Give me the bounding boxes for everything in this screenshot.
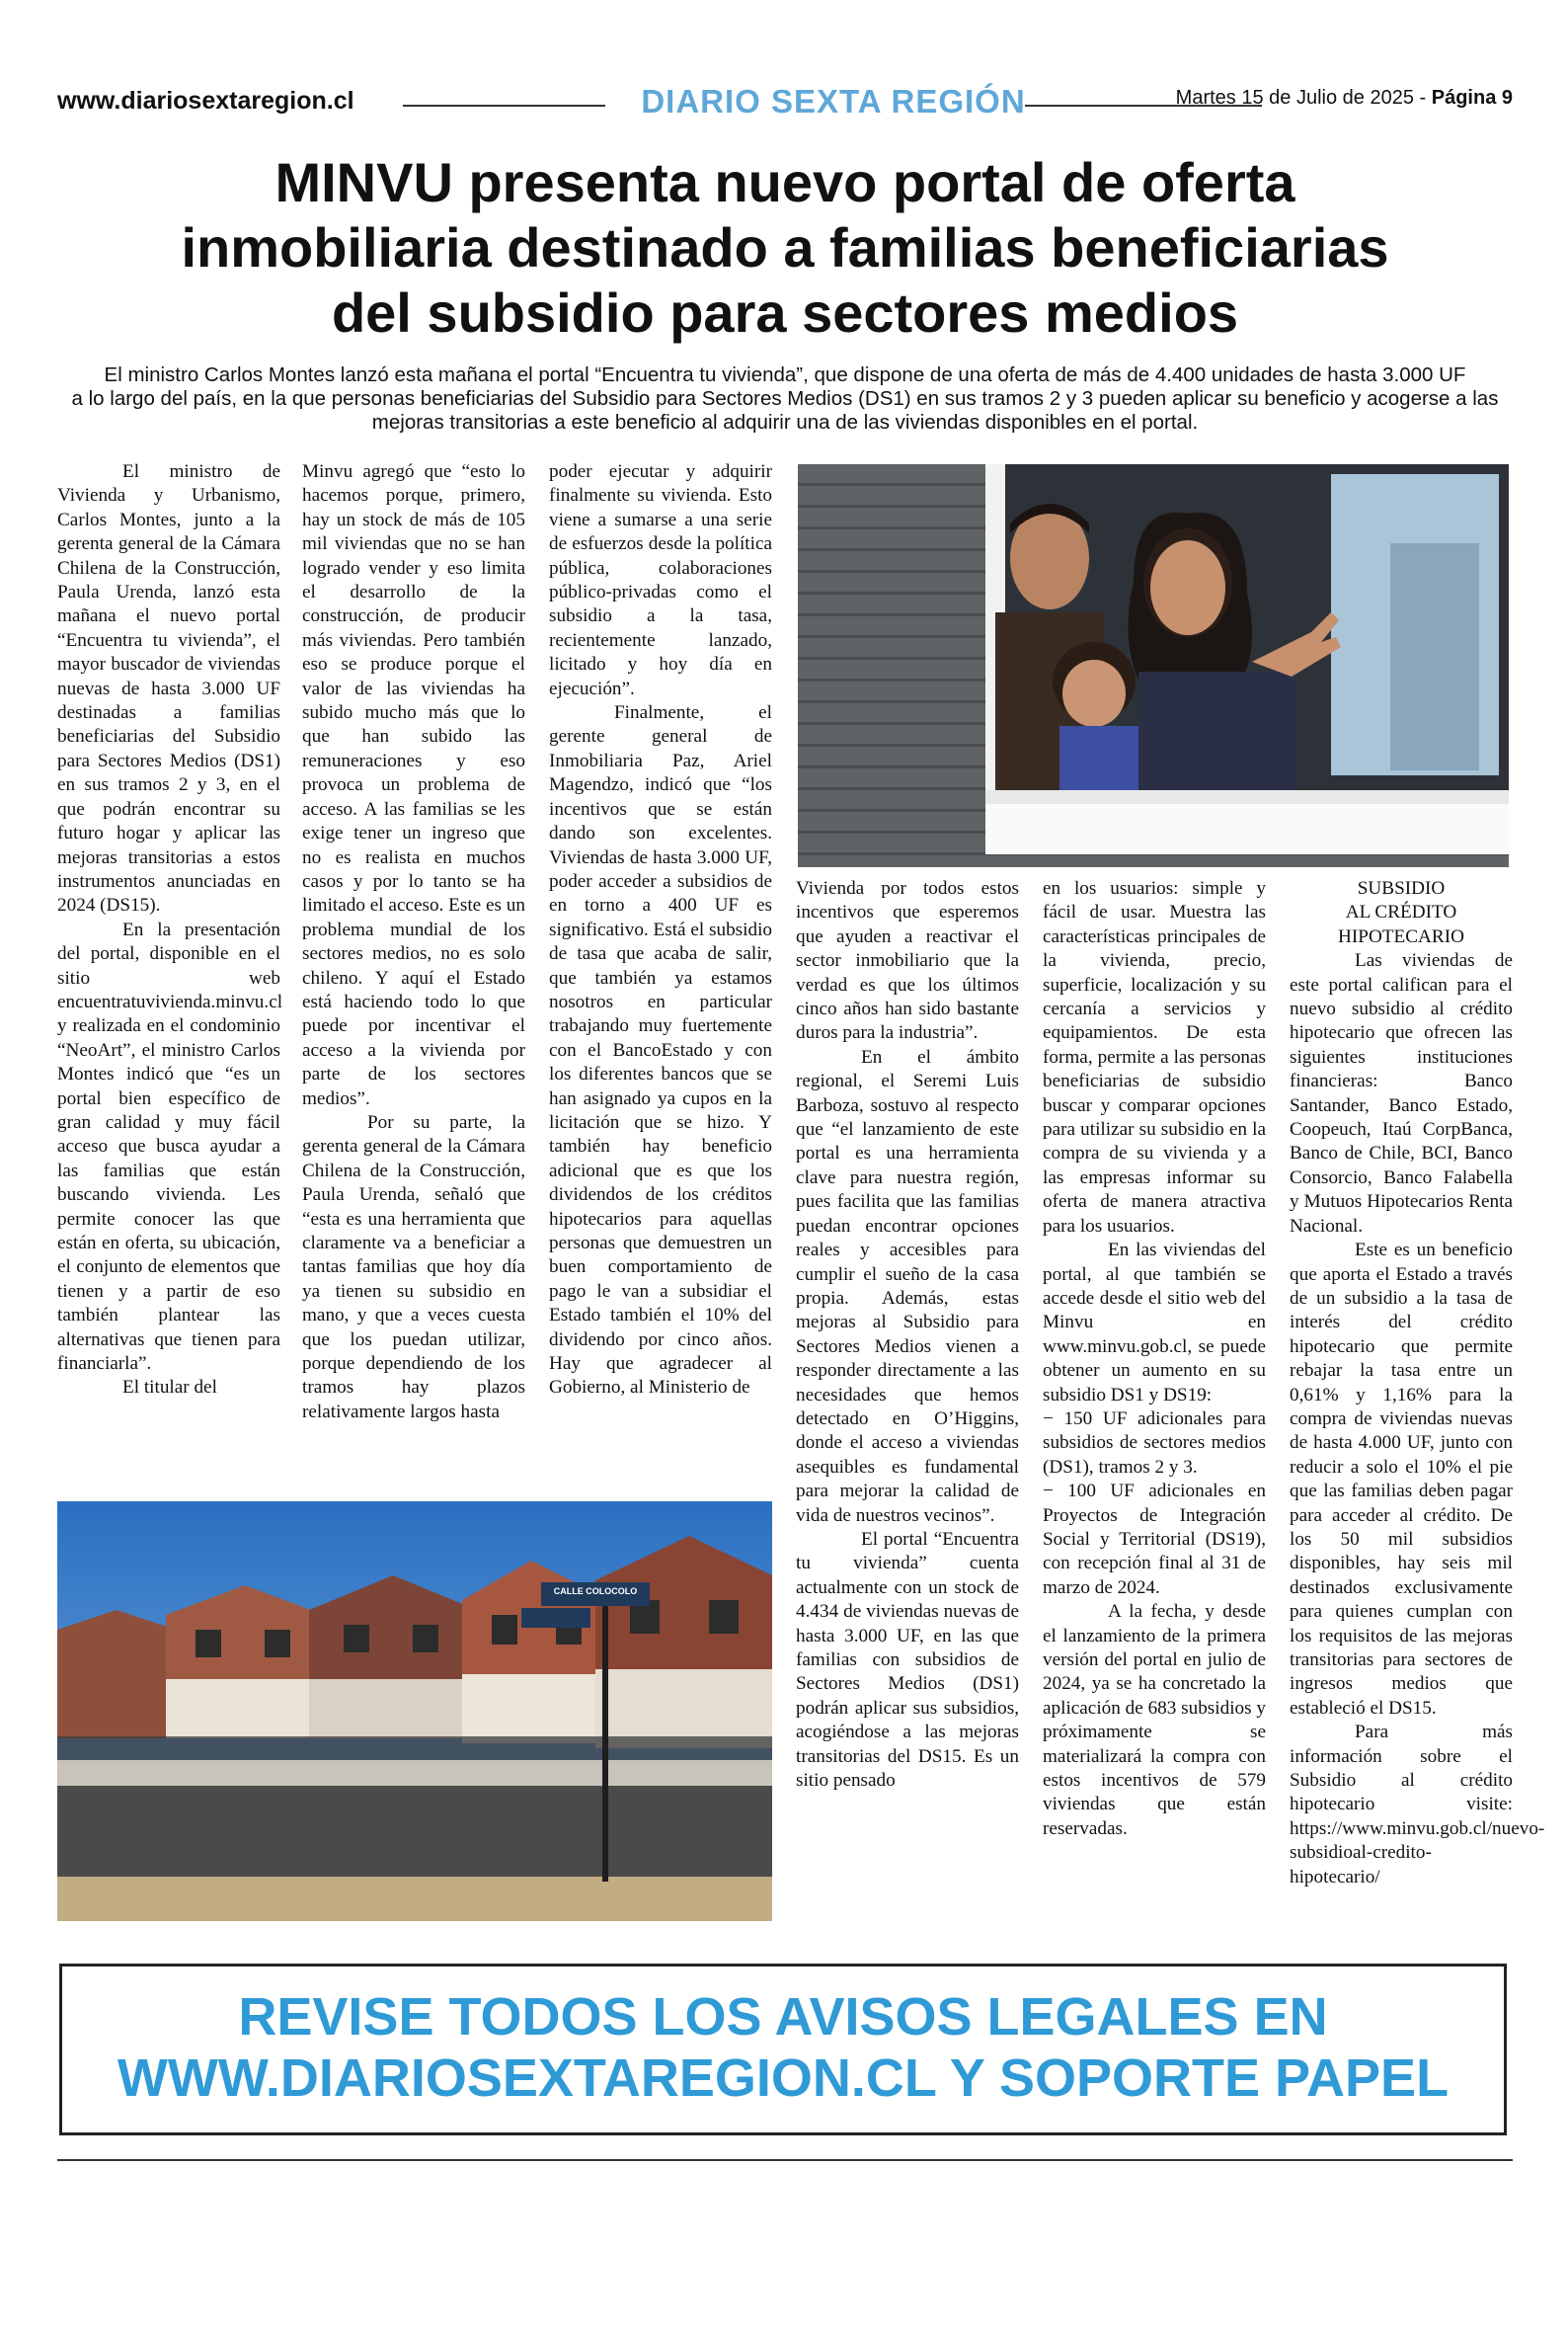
paragraph: En la presentación del portal, disponible en el sitio web encuentratuvivienda.minvu.cl y realizada en el condominio “NeoArt”, el ministro Carlos Montes indicó que “es un portal bien específico de gran calidad y muy fácil acceso que busca ayudar a las familias que están buscando vivienda. Les permite conocer las que están en oferta, su ubicación, el conjunto de elementos que tienen y a partir de eso también plantear las alternativas que tienen para financiarla”. [57,919,283,1375]
article-column-4 [796,877,1019,1793]
paragraph: El ministro de Vivienda y Urbanismo, Carlos Montes, junto a la gerenta general de la Cámara Chilena de la Construcción, Paula Urenda, lanzó esta mañana el nuevo portal “Encuentra tu vivienda”, el mayor buscador de viviendas nuevas de hasta 3.000 UF destinadas a familias beneficiarias del Subsidio para Sectores Medios (DS1) en sus tramos 2 y 3, en el que podrán encontrar su futuro hogar y aplicar las mejoras transitorias a estos instrumentos anunciadas en 2024 (DS15). [57,461,280,917]
paragraph: El portal “Encuentra tu vivienda” cuenta actualmente con un stock de 4.434 de viviendas nuevas de hasta 3.000 UF, en las que familias con subsidios de Sectores Medios (DS1) podrán aplicar sus subsidios, acogiéndose a las mejoras transitorias del DS15. Es un sitio pensado [796,1528,1019,1792]
headline-line-2: inmobiliaria destinado a familias beneficiarias [181,216,1389,279]
banner-line-2[interactable]: WWW.DIARIOSEXTAREGION.CL Y SOPORTE PAPEL [117,2048,1450,2108]
paragraph: El titular del [122,1377,217,1399]
section-subtitle-line: AL CRÉDITO [1345,902,1457,924]
paper-name: DIARIO SEXTA REGIÓN [641,83,1026,120]
date-text: Martes 15 de Julio de 2025 - [1175,87,1427,109]
article-column-1 [57,460,283,1401]
legal-notice-banner [59,1964,1507,2135]
paragraph: Las viviendas de este portal califican para el nuevo subsidio al crédito hipotecario que ofrecen las siguientes instituciones financieras: Banco Santander, Banco Estado, Coopeuch, Itaú CorpBanca, Banco de Chile, BCI, Banco Consorcio, Banco Falabella y Mutuos Hipotecarios Renta Nacional. [1290,950,1513,1237]
subhead-line-1: El ministro Carlos Montes lanzó esta mañana el portal “Encuentra tu vivienda”, que dispone de una oferta de más de 4.400 unidades de hasta 3.000 UF [104,363,1466,386]
paragraph: Este es un beneficio que aporta el Estado a través de un subsidio a la tasa de interés del crédito hipotecario que permite rebajar la tasa entre un 0,61% y 1,16% para la compra de viviendas nuevas de hasta 4.000 UF, junto con reducir a solo el 10% el pie que las familias deben pagar para acceder al crédito. De los 50 mil subsidios disponibles, hay seis mil destinados exclusivamente para quienes cumplan con los requisitos de las mejoras transitorias para sectores de ingresos medios que estableció el DS15. [1290,1240,1513,1719]
paragraph: Minvu agregó que “esto lo hacemos porque, primero, hay un stock de más de 105 mil viviendas que no se han logrado vender y eso limita el desarrollo de la construcción, de producir más viviendas. Pero también eso se produce porque el valor de las viviendas ha subido mucho más que lo que han subido las remuneraciones y eso provoca un problema de acceso. A las familias se les exige tener un ingreso que no es realista en muchos casos y por lo tanto se ha limitado el acceso. Este es un problema mundial de los sectores medios, no es solo chileno. Y aquí el Estado está haciendo todo lo que puede por incentivar el acceso a la vivienda por parte de los sectores medios”. [302,461,525,1109]
subhead-line-2: a lo largo del país, en la que personas beneficiarias del Subsidio para Sectores Medios (DS1) en sus tramos 2 y 3 pueden aplicar su beneficio y acogerse a las [71,387,1499,410]
banner-line-1: REVISE TODOS LOS AVISOS LEGALES EN [238,1987,1328,2047]
subheadline [57,363,1513,435]
paragraph: Por su parte, la gerenta general de la Cámara Chilena de la Construcción, Paula Urenda, señaló que “esta es una herramienta que claramente va a beneficiar a tantas familias que hoy día ya tienen su subsidio en mano, y que a veces cuesta que los puedan utilizar, porque dependiendo de los tramos hay plazos relativamente largos hasta [302,1111,525,1422]
site-url[interactable]: www.diariosextaregion.cl [57,87,354,115]
header-rule-left [403,105,605,107]
article-column-5 [1043,877,1266,1841]
housing-condominium-photo [57,1501,772,1921]
page-number: Página 9 [1431,87,1513,109]
issue-date [1176,87,1513,110]
family-window-photo [798,464,1509,867]
paragraph: En el ámbito regional, el Seremi Luis Barboza, sostuvo al respecto que “el lanzamiento de este portal es una herramienta clave para nuestra región, pues facilita que las familias puedan encontrar opciones reales y accesibles para cumplir el sueño de la casa propia. Además, estas mejoras al Subsidio para Sectores Medios vienen a responder directamente a las necesidades que hemos detectado en O’Higgins, donde el acceso a viviendas asequibles es fundamental para mejorar la calidad de vida de nuestros vecinos”. [796,1046,1019,1526]
page-header [57,83,1513,122]
housing-illustration [57,1501,772,1921]
subhead-line-3: mejoras transitorias a este beneficio al adquirir una de las viviendas disponibles en el portal. [371,411,1199,434]
street-sign-label: CALLE COLOCOLO [553,1586,638,1596]
paragraph: Para más información sobre el Subsidio al crédito hipotecario visite: https://www.minvu.gob.cl/nuevo-subsidioal-credito-hipotecario/ [1290,1722,1545,1887]
headline [59,150,1511,346]
headline-line-3: del subsidio para sectores medios [331,281,1239,344]
paragraph: Vivienda por todos estos incentivos que esperemos que ayuden a reactivar el sector inmobiliario que la verdad es que los últimos cinco años han sido bastante duros para la industria”. [796,878,1019,1044]
paragraph: Finalmente, el gerente general de Inmobiliaria Paz, Ariel Magendzo, indicó que “los incentivos que se están dando son excelentes. Viviendas de hasta 3.000 UF, poder acceder a subsidios de en torno a 400 UF es significativo. Está el subsidio de tasa que acaba de salir, que también ya estamos nosotros en particular trabajando muy fuertemente con el BancoEstado y con los diferentes bancos que se han asignado ya cupos en la licitación que se hizo. Y también hay beneficio adicional que es que los dividendos de los créditos hipotecarios para aquellas personas que demuestren un buen comportamiento de pago le van a subsidiar el Estado también el 10% del dividendo por cinco años. Hay que agradecer al Gobierno, al Ministerio de [549,702,772,1399]
paragraph: en los usuarios: simple y fácil de usar. Muestra las características principales de la vivienda, precio, superficie, localización y su cercanía a servicios y equipamientos. De esta forma, permite a las personas beneficiarias de subsidio buscar y comparar opciones para utilizar su subsidio en la compra de su vivienda y a las empresas informar su oferta de manera atractiva para los usuarios. [1043,878,1266,1237]
paragraph: A la fecha, y desde el lanzamiento de la primera versión del portal en julio de 2024, ya se ha concretado la aplicación de 683 subsidios y próximamente se materializará la compra con estos incentivos de 579 viviendas que están reservadas. [1043,1601,1266,1839]
family-window-illustration [798,464,1509,867]
section-subtitle-line: SUBSIDIO [1357,878,1446,899]
list-item: − 150 UF adicionales para subsidios de sectores medios (DS1), tramos 2 y 3. [1043,1407,1266,1478]
paragraph: En las viviendas del portal, al que también se accede desde el sitio web del Minvu en www.minvu.gob.cl, se puede obtener un aumento en su subsidio DS1 y DS19: [1043,1240,1266,1405]
article-column-6 [1290,877,1545,1889]
list-item: − 100 UF adicionales en Proyectos de Integración Social y Territorial (DS19), con recepción final al 31 de marzo de 2024. [1043,1481,1266,1598]
article-column-3 [549,460,772,1401]
section-subtitle-line: HIPOTECARIO [1338,925,1464,947]
headline-line-1: MINVU presenta nuevo portal de oferta [274,151,1295,213]
paragraph: poder ejecutar y adquirir finalmente su vivienda. Esto viene a sumarse a una serie de esfuerzos desde la política pública, colaboraciones público-privadas como el subsidio a la tasa, recientemente lanzado, licitado y hoy día en ejecución”. [549,461,772,699]
article-column-2 [302,460,525,1424]
bottom-rule [57,2159,1513,2161]
